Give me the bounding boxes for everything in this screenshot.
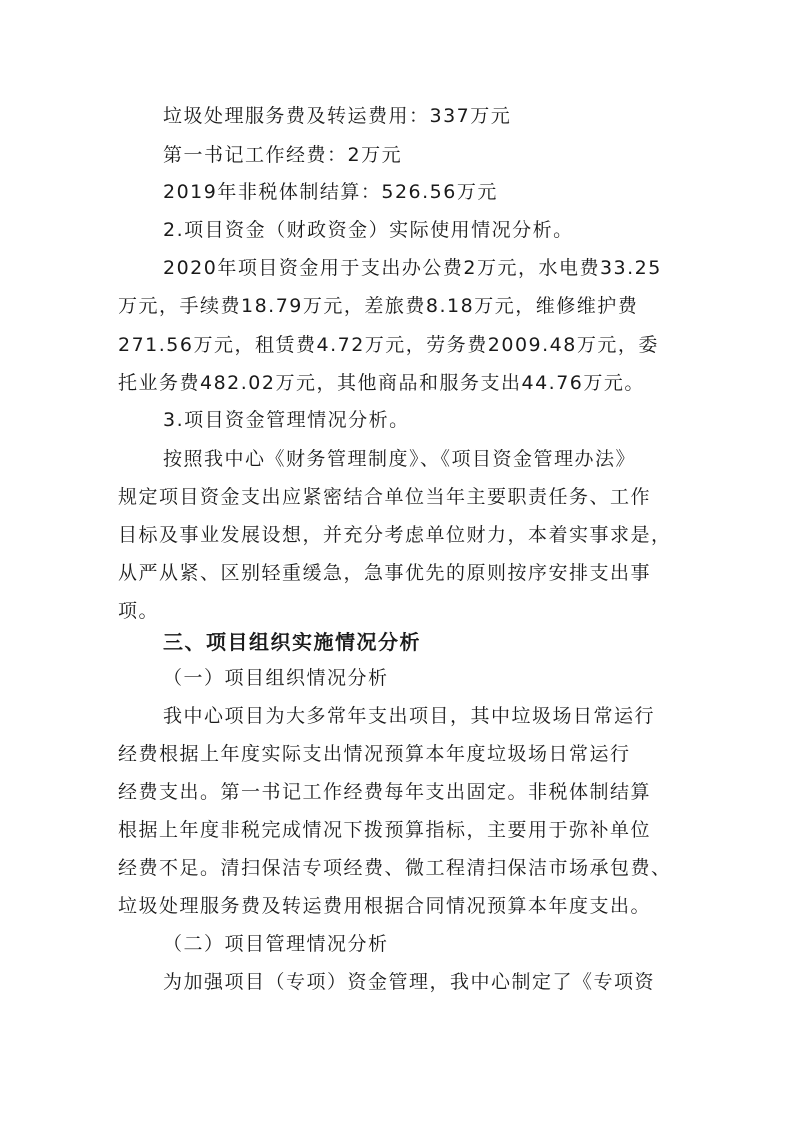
paragraph-line: 经费根据上年度实际支出情况预算本年度垃圾场日常运行	[118, 743, 631, 765]
paragraph-line: 按照我中心《财务管理制度》、《项目资金管理办法》	[163, 448, 637, 470]
paragraph-line: 2020年项目资金用于支出办公费2万元，水电费33.25	[163, 257, 662, 279]
paragraph-line: 经费支出。第一书记工作经费每年支出固定。非税体制结算	[118, 781, 652, 803]
paragraph-line: 规定项目资金支出应紧密结合单位当年主要职责任务、工作	[118, 486, 652, 508]
paragraph-line: 万元，手续费18.79万元，差旅费8.18万元，维修维护费	[118, 295, 639, 317]
budget-line-secretary: 第一书记工作经费：2万元	[163, 144, 403, 166]
subsection-heading: （二）项目管理情况分析	[163, 933, 389, 955]
paragraph-line: 项。	[118, 600, 160, 622]
paragraph-line: 托业务费482.02万元，其他商品和服务支出44.76万元。	[118, 372, 645, 394]
paragraph-line: 根据上年度非税完成情况下拨预算指标，主要用于弥补单位	[118, 819, 652, 841]
subsection-heading: （一）项目组织情况分析	[163, 667, 389, 689]
section-title-usage: 2.项目资金（财政资金）实际使用情况分析。	[163, 219, 574, 241]
paragraph-line: 我中心项目为大多常年支出项目，其中垃圾场日常运行	[163, 705, 656, 727]
budget-line-waste: 垃圾处理服务费及转运费用：337万元	[163, 105, 512, 127]
paragraph-line: 目标及事业发展设想，并充分考虑单位财力，本着实事求是，	[118, 524, 672, 546]
paragraph-line: 为加强项目（专项）资金管理，我中心制定了《专项资	[163, 971, 656, 993]
section-title-management: 3.项目资金管理情况分析。	[163, 409, 410, 431]
paragraph-line: 经费不足。清扫保洁专项经费、微工程清扫保洁市场承包费、	[118, 857, 672, 879]
section-heading: 三、项目组织实施情况分析	[163, 630, 421, 654]
paragraph-line: 271.56万元，租赁费4.72万元，劳务费2009.48万元，委	[118, 334, 659, 356]
budget-line-nontax: 2019年非税体制结算：526.56万元	[163, 181, 498, 203]
paragraph-line: 垃圾处理服务费及转运费用根据合同情况预算本年度支出。	[118, 895, 652, 917]
paragraph-line: 从严从紧、区别轻重缓急，急事优先的原则按序安排支出事	[118, 562, 652, 584]
